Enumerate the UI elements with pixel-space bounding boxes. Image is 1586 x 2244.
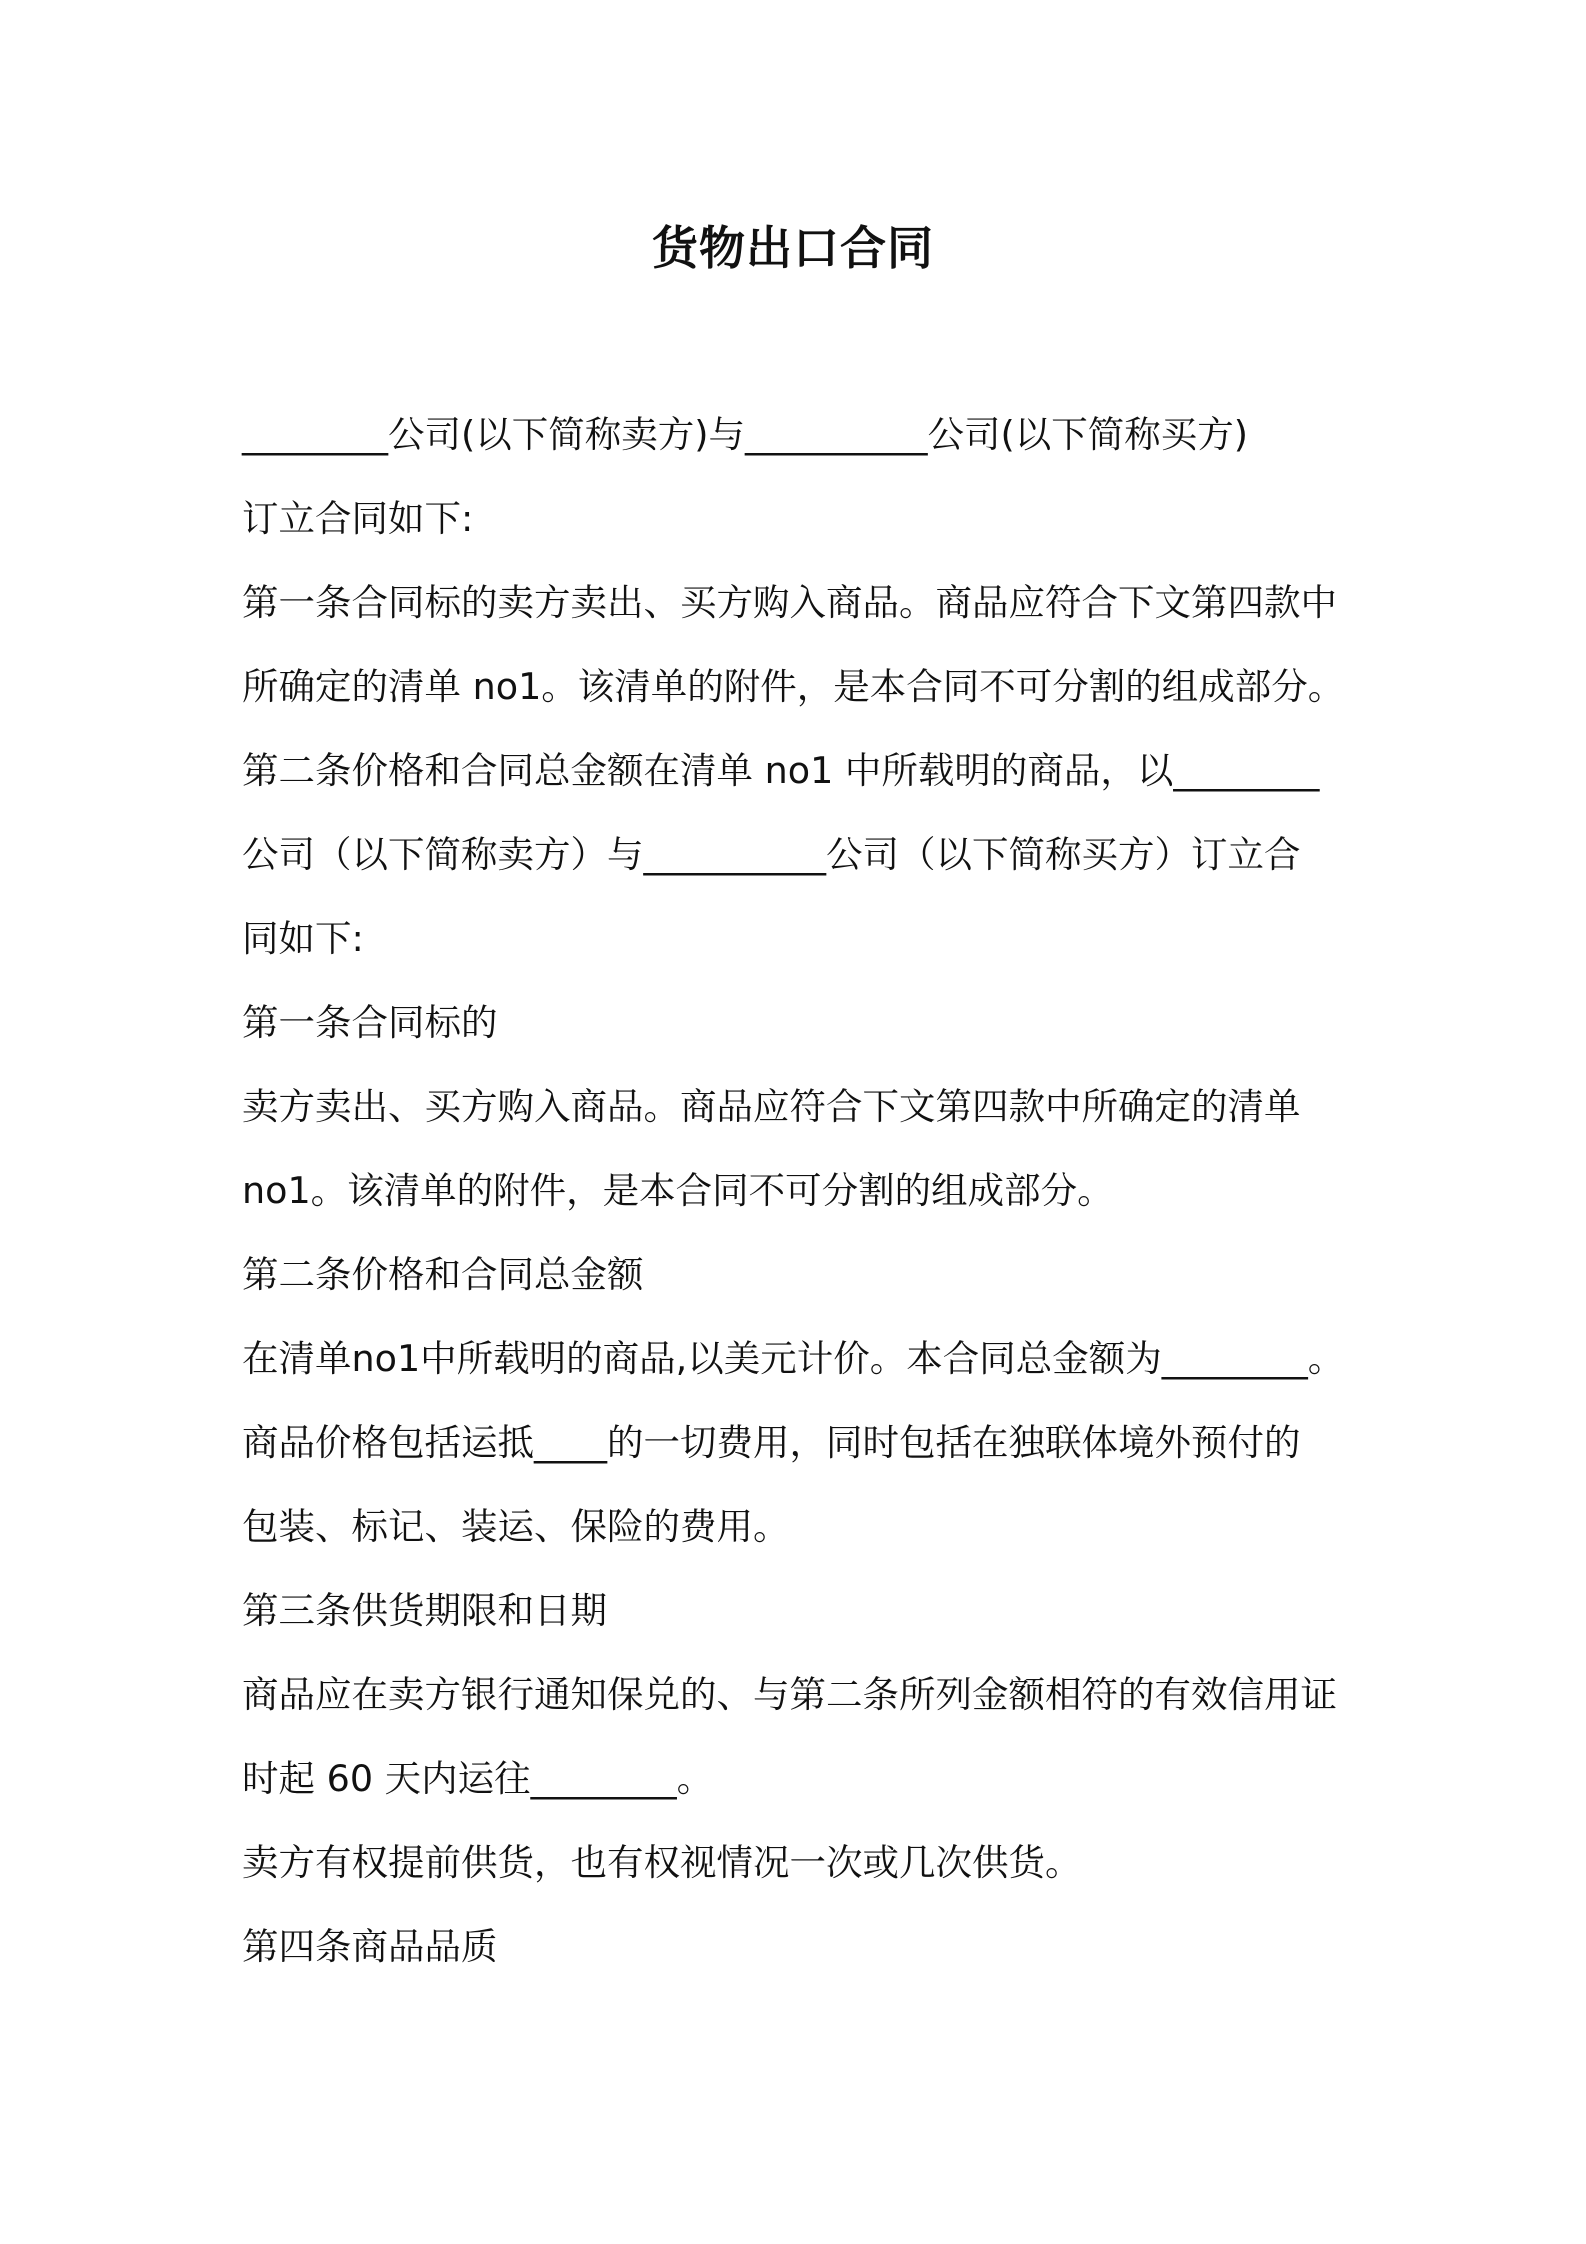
contract-line-12: 在清单no1中所载明的商品,以美元计价。本合同总金额为________。	[242, 1337, 1345, 1380]
contract-line-18: 卖方有权提前供货，也有权视情况一次或几次供货。	[242, 1841, 1082, 1884]
contract-line-6: 公司（以下简称卖方）与__________公司（以下简称买方）订立合	[242, 833, 1301, 876]
document-title: 货物出口合同	[652, 221, 934, 275]
contract-line-14: 包装、标记、装运、保险的费用。	[242, 1505, 790, 1548]
article-3-heading: 第三条供货期限和日期	[242, 1589, 607, 1632]
article-1-heading: 第一条合同标的	[242, 1001, 498, 1044]
contract-line-1: ________公司(以下简称卖方)与__________公司(以下简称买方)	[242, 413, 1248, 456]
contract-line-7: 同如下:	[242, 917, 364, 960]
contract-line-17: 时起 60 天内运往________。	[242, 1757, 714, 1800]
contract-line-5: 第二条价格和合同总金额在清单 no1 中所载明的商品，以________	[242, 749, 1320, 792]
contract-line-2: 订立合同如下:	[242, 497, 474, 540]
contract-line-9: 卖方卖出、买方购入商品。商品应符合下文第四款中所确定的清单	[242, 1085, 1301, 1128]
contract-line-13: 商品价格包括运抵____的一切费用，同时包括在独联体境外预付的	[242, 1421, 1301, 1464]
contract-line-16: 商品应在卖方银行通知保兑的、与第二条所列金额相符的有效信用证	[242, 1673, 1337, 1716]
article-4-heading: 第四条商品品质	[242, 1925, 498, 1968]
contract-line-3: 第一条合同标的卖方卖出、买方购入商品。商品应符合下文第四款中	[242, 581, 1337, 624]
contract-line-4: 所确定的清单 no1。该清单的附件，是本合同不可分割的组成部分。	[242, 665, 1345, 708]
article-2-heading: 第二条价格和合同总金额	[242, 1253, 644, 1296]
contract-line-10: no1。该清单的附件，是本合同不可分割的组成部分。	[242, 1169, 1114, 1212]
